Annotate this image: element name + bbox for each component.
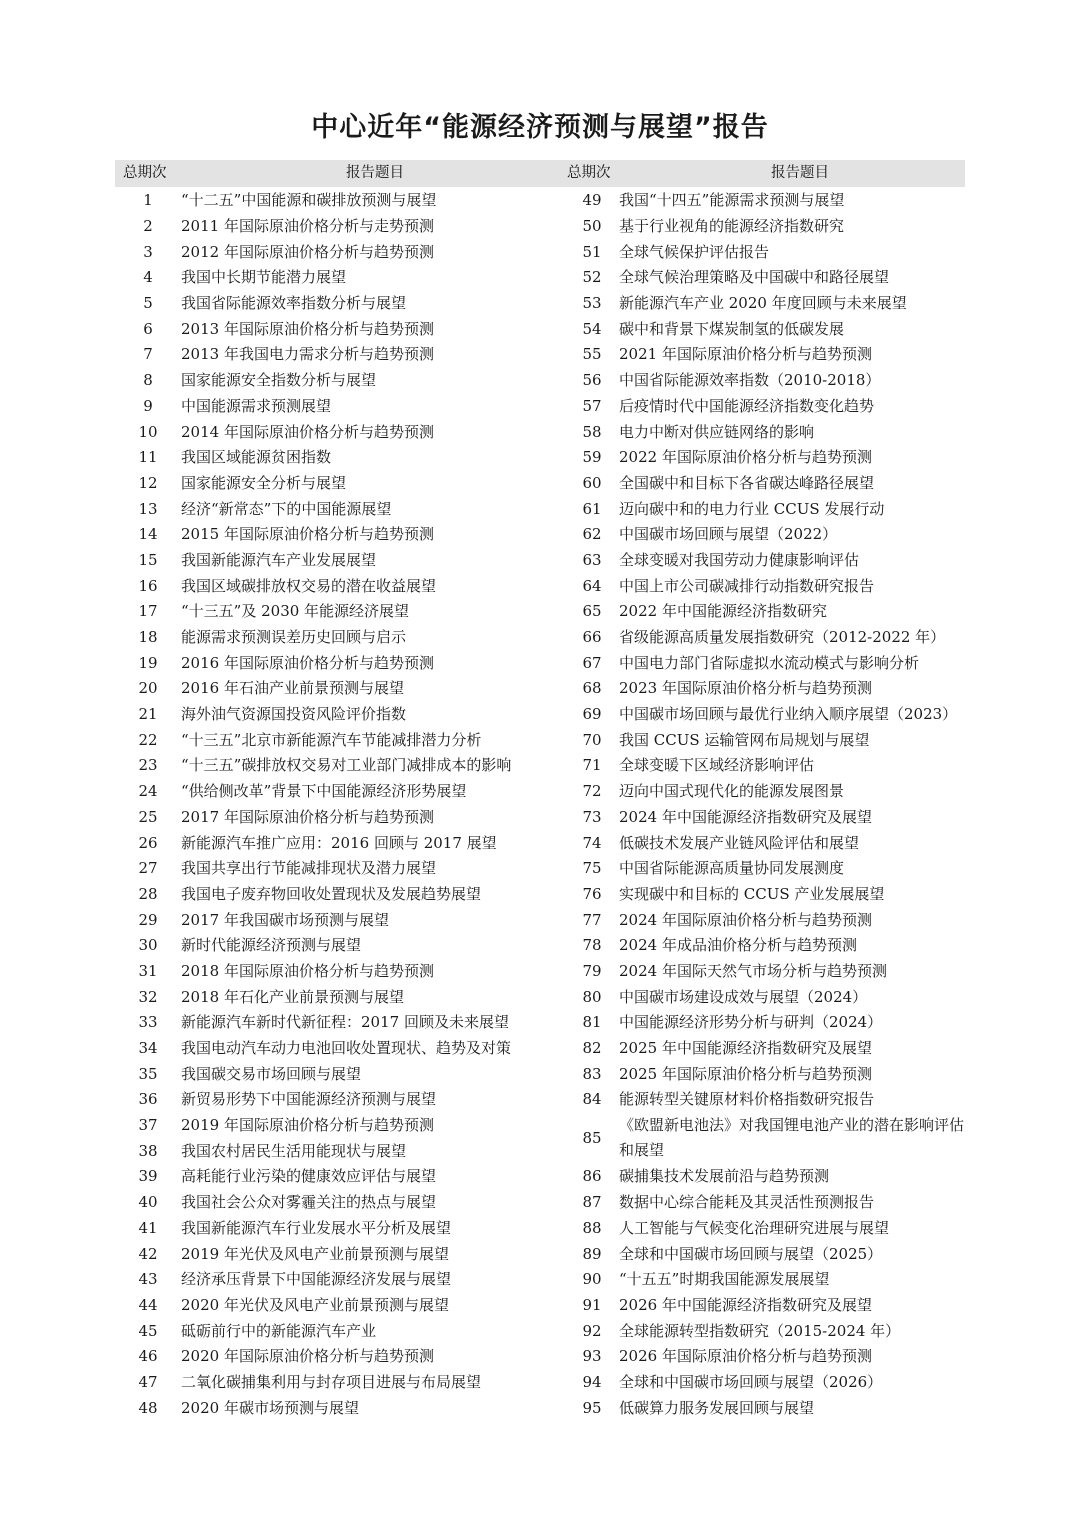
report-title: 我国中长期节能潜力展望 bbox=[181, 268, 347, 287]
issue-number: 93 bbox=[582, 1347, 602, 1366]
table-row bbox=[115, 1036, 565, 1062]
report-title: 2021 年国际原油价格分析与趋势预测 bbox=[619, 345, 872, 364]
report-title: 2016 年国际原油价格分析与趋势预测 bbox=[181, 653, 434, 672]
issue-number: 28 bbox=[138, 884, 158, 903]
table-row bbox=[565, 522, 975, 548]
report-title: 全球和中国碳市场回顾与展望（2025） bbox=[619, 1244, 883, 1263]
issue-number: 38 bbox=[138, 1141, 158, 1160]
report-title: 2019 年国际原油价格分析与趋势预测 bbox=[181, 1116, 434, 1135]
report-title: “十二五”中国能源和碳排放预测与展望 bbox=[181, 191, 437, 210]
report-title: 后疫情时代中国能源经济指数变化趋势 bbox=[619, 396, 875, 415]
issue-number: 29 bbox=[138, 910, 158, 929]
report-title: 中国碳市场回顾与展望（2022） bbox=[619, 525, 838, 544]
issue-number: 49 bbox=[582, 191, 602, 210]
report-title: 全球气候保护评估报告 bbox=[619, 242, 770, 261]
report-title: “十五五”时期我国能源发展展望 bbox=[619, 1270, 830, 1289]
table-row bbox=[565, 753, 975, 779]
report-title: 我国新能源汽车产业发展展望 bbox=[181, 550, 377, 569]
table-row bbox=[565, 291, 975, 317]
table-row bbox=[565, 1241, 975, 1267]
report-title: 2013 年国际原油价格分析与趋势预测 bbox=[181, 319, 434, 338]
column-header-report-title: 报告题目 bbox=[771, 165, 829, 181]
report-title: 能源转型关键原材料价格指数研究报告 bbox=[619, 1090, 875, 1109]
issue-number: 41 bbox=[138, 1218, 158, 1237]
table-row bbox=[115, 548, 565, 574]
issue-number: 31 bbox=[138, 961, 158, 980]
issue-number: 48 bbox=[138, 1398, 158, 1417]
issue-number: 35 bbox=[138, 1064, 158, 1083]
table-row bbox=[115, 496, 565, 522]
issue-number: 36 bbox=[138, 1090, 158, 1109]
issue-number: 83 bbox=[582, 1064, 602, 1083]
report-title: 中国能源需求预测展望 bbox=[181, 396, 332, 415]
table-row bbox=[115, 599, 565, 625]
table-row bbox=[565, 342, 975, 368]
issue-number: 66 bbox=[582, 628, 602, 647]
report-title: 中国碳市场回顾与最优行业纳入顺序展望（2023） bbox=[619, 705, 958, 724]
issue-number: 22 bbox=[138, 730, 158, 749]
table-row bbox=[115, 1267, 565, 1293]
table-row bbox=[115, 394, 565, 420]
table-row bbox=[115, 1395, 565, 1421]
report-title: 2011 年国际原油价格分析与走势预测 bbox=[181, 217, 434, 236]
issue-number: 6 bbox=[143, 319, 153, 338]
report-title: 全球变暖下区域经济影响评估 bbox=[619, 756, 815, 775]
issue-number: 68 bbox=[582, 679, 602, 698]
report-title: 省级能源高质量发展指数研究（2012-2022 年） bbox=[619, 628, 946, 647]
report-title: 迈向碳中和的电力行业 CCUS 发展行动 bbox=[619, 499, 885, 518]
table-row bbox=[565, 984, 975, 1010]
issue-number: 86 bbox=[582, 1167, 602, 1186]
report-title: 新贸易形势下中国能源经济预测与展望 bbox=[181, 1090, 437, 1109]
issue-number: 72 bbox=[582, 782, 602, 801]
issue-number: 46 bbox=[138, 1347, 158, 1366]
issue-number: 21 bbox=[138, 705, 158, 724]
table-row bbox=[565, 676, 975, 702]
table-row bbox=[565, 316, 975, 342]
issue-number: 33 bbox=[138, 1013, 158, 1032]
issue-number: 25 bbox=[138, 807, 158, 826]
report-title: 能源需求预测误差历史回顾与启示 bbox=[181, 628, 407, 647]
table-row bbox=[115, 727, 565, 753]
issue-number: 53 bbox=[582, 294, 602, 313]
report-title: 2018 年国际原油价格分析与趋势预测 bbox=[181, 961, 434, 980]
issue-number: 67 bbox=[582, 653, 602, 672]
table-row bbox=[115, 1370, 565, 1396]
issue-number: 3 bbox=[143, 242, 153, 261]
table-row bbox=[115, 882, 565, 908]
table-row bbox=[115, 471, 565, 497]
report-title: 2017 年国际原油价格分析与趋势预测 bbox=[181, 807, 434, 826]
issue-number: 44 bbox=[138, 1295, 158, 1314]
issue-number: 34 bbox=[138, 1039, 158, 1058]
table-row bbox=[565, 933, 975, 959]
issue-number: 61 bbox=[582, 499, 602, 518]
issue-number: 94 bbox=[582, 1372, 602, 1391]
issue-number: 15 bbox=[138, 550, 158, 569]
issue-number: 87 bbox=[582, 1193, 602, 1212]
table-row bbox=[115, 984, 565, 1010]
report-title: 我国省际能源效率指数分析与展望 bbox=[181, 294, 407, 313]
table-row bbox=[565, 650, 975, 676]
report-title: 中国省际能源高质量协同发展测度 bbox=[619, 859, 845, 878]
report-title: 高耗能行业污染的健康效应评估与展望 bbox=[181, 1167, 437, 1186]
report-title: 碳中和背景下煤炭制氢的低碳发展 bbox=[619, 319, 845, 338]
report-title: “十三五”碳排放权交易对工业部门减排成本的影响 bbox=[181, 756, 512, 775]
issue-number: 64 bbox=[582, 576, 602, 595]
report-title: “十三五”及 2030 年能源经济展望 bbox=[181, 602, 410, 621]
table-row bbox=[565, 959, 975, 985]
issue-number: 40 bbox=[138, 1193, 158, 1212]
report-title: 我国区域碳排放权交易的潜在收益展望 bbox=[181, 576, 437, 595]
column-header-issue-number: 总期次 bbox=[567, 165, 611, 181]
issue-number: 55 bbox=[582, 345, 602, 364]
table-row bbox=[565, 882, 975, 908]
report-title: 中国碳市场建设成效与展望（2024） bbox=[619, 987, 868, 1006]
issue-number: 78 bbox=[582, 936, 602, 955]
table-row bbox=[115, 265, 565, 291]
report-title: 碳捕集技术发展前沿与趋势预测 bbox=[619, 1167, 830, 1186]
report-title: 我国 CCUS 运输管网布局规划与展望 bbox=[619, 730, 870, 749]
table-row bbox=[565, 830, 975, 856]
table-row bbox=[115, 959, 565, 985]
table-row bbox=[565, 779, 975, 805]
issue-number: 60 bbox=[582, 473, 602, 492]
table-row bbox=[565, 1036, 975, 1062]
issue-number: 77 bbox=[582, 910, 602, 929]
table-row bbox=[115, 445, 565, 471]
report-title: “供给侧改革”背景下中国能源经济形势展望 bbox=[181, 782, 467, 801]
report-title: 2013 年我国电力需求分析与趋势预测 bbox=[181, 345, 434, 364]
table-row bbox=[115, 753, 565, 779]
report-title: 全球和中国碳市场回顾与展望（2026） bbox=[619, 1372, 883, 1391]
table-row bbox=[565, 727, 975, 753]
table-row bbox=[565, 1061, 975, 1087]
table-row bbox=[115, 1293, 565, 1319]
issue-number: 76 bbox=[582, 884, 602, 903]
issue-number: 50 bbox=[582, 217, 602, 236]
issue-number: 24 bbox=[138, 782, 158, 801]
report-title: 2022 年国际原油价格分析与趋势预测 bbox=[619, 448, 872, 467]
table-row bbox=[565, 419, 975, 445]
report-title: 2012 年国际原油价格分析与趋势预测 bbox=[181, 242, 434, 261]
issue-number: 92 bbox=[582, 1321, 602, 1340]
table-row bbox=[565, 856, 975, 882]
table-row bbox=[565, 625, 975, 651]
issue-number: 42 bbox=[138, 1244, 158, 1263]
report-title: 新能源汽车新时代新征程：2017 回顾及未来展望 bbox=[181, 1013, 509, 1032]
table-row bbox=[565, 1010, 975, 1036]
issue-number: 54 bbox=[582, 319, 602, 338]
issue-number: 59 bbox=[582, 448, 602, 467]
table-row bbox=[565, 548, 975, 574]
issue-number: 51 bbox=[582, 242, 602, 261]
report-title: 2026 年中国能源经济指数研究及展望 bbox=[619, 1295, 872, 1314]
table-row bbox=[115, 1318, 565, 1344]
report-title: 2015 年国际原油价格分析与趋势预测 bbox=[181, 525, 434, 544]
report-title: 我国社会公众对雾霾关注的热点与展望 bbox=[181, 1193, 437, 1212]
table-row bbox=[115, 650, 565, 676]
issue-number: 17 bbox=[138, 602, 158, 621]
issue-number: 16 bbox=[138, 576, 158, 595]
table-row bbox=[565, 394, 975, 420]
table-row bbox=[115, 1138, 565, 1164]
table-row bbox=[115, 1087, 565, 1113]
table-row bbox=[115, 368, 565, 394]
table-header bbox=[115, 160, 965, 187]
report-title: 中国能源经济形势分析与研判（2024） bbox=[619, 1013, 883, 1032]
issue-number: 45 bbox=[138, 1321, 158, 1340]
report-title: 全国碳中和目标下各省碳达峰路径展望 bbox=[619, 473, 875, 492]
issue-number: 84 bbox=[582, 1090, 602, 1109]
report-title: 海外油气资源国投资风险评价指数 bbox=[181, 705, 407, 724]
issue-number: 39 bbox=[138, 1167, 158, 1186]
report-title: 新时代能源经济预测与展望 bbox=[181, 936, 362, 955]
report-title: 国家能源安全指数分析与展望 bbox=[181, 371, 377, 390]
table-row bbox=[565, 573, 975, 599]
table-row bbox=[565, 1267, 975, 1293]
table-row bbox=[565, 1344, 975, 1370]
table-row bbox=[115, 702, 565, 728]
report-title: 2016 年石油产业前景预测与展望 bbox=[181, 679, 404, 698]
table-row bbox=[115, 1344, 565, 1370]
report-title: 2018 年石化产业前景预测与展望 bbox=[181, 987, 404, 1006]
table-row bbox=[115, 1010, 565, 1036]
report-title: 中国省际能源效率指数（2010-2018） bbox=[619, 371, 881, 390]
table-row bbox=[115, 856, 565, 882]
issue-number: 80 bbox=[582, 987, 602, 1006]
table-row bbox=[565, 1370, 975, 1396]
report-title: 2025 年中国能源经济指数研究及展望 bbox=[619, 1039, 872, 1058]
table-row bbox=[565, 1164, 975, 1190]
report-title: 全球气候治理策略及中国碳中和路径展望 bbox=[619, 268, 890, 287]
report-title: 我国区域能源贫困指数 bbox=[181, 448, 332, 467]
report-title: 数据中心综合能耗及其灵活性预测报告 bbox=[619, 1193, 875, 1212]
issue-number: 63 bbox=[582, 550, 602, 569]
report-title: 全球变暖对我国劳动力健康影响评估 bbox=[619, 550, 860, 569]
report-title: 2020 年光伏及风电产业前景预测与展望 bbox=[181, 1295, 449, 1314]
report-title: 2014 年国际原油价格分析与趋势预测 bbox=[181, 422, 434, 441]
issue-number: 58 bbox=[582, 422, 602, 441]
table-row bbox=[115, 522, 565, 548]
table-row bbox=[565, 471, 975, 497]
table-row bbox=[115, 291, 565, 317]
report-title: 砥砺前行中的新能源汽车产业 bbox=[181, 1321, 377, 1340]
table-row bbox=[115, 419, 565, 445]
table-row bbox=[115, 779, 565, 805]
report-title: 2017 年我国碳市场预测与展望 bbox=[181, 910, 389, 929]
column-header-report-title: 报告题目 bbox=[346, 165, 404, 181]
report-title: 新能源汽车推广应用：2016 回顾与 2017 展望 bbox=[181, 833, 497, 852]
table-row bbox=[115, 239, 565, 265]
report-title: 2025 年国际原油价格分析与趋势预测 bbox=[619, 1064, 872, 1083]
table-row bbox=[115, 1113, 565, 1139]
report-title: 我国电动汽车动力电池回收处置现状、趋势及对策 bbox=[181, 1039, 512, 1058]
issue-number: 71 bbox=[582, 756, 602, 775]
table-row bbox=[115, 342, 565, 368]
report-title: 新能源汽车产业 2020 年度回顾与未来展望 bbox=[619, 294, 907, 313]
report-title: 2026 年国际原油价格分析与趋势预测 bbox=[619, 1347, 872, 1366]
issue-number: 52 bbox=[582, 268, 602, 287]
report-title: 2019 年光伏及风电产业前景预测与展望 bbox=[181, 1244, 449, 1263]
table-row bbox=[115, 907, 565, 933]
report-title: 电力中断对供应链网络的影响 bbox=[619, 422, 815, 441]
issue-number: 27 bbox=[138, 859, 158, 878]
table-row bbox=[115, 1190, 565, 1216]
table-row bbox=[565, 1087, 975, 1113]
table-row bbox=[565, 1216, 975, 1242]
issue-number: 4 bbox=[143, 268, 153, 287]
table-row bbox=[565, 496, 975, 522]
issue-number: 47 bbox=[138, 1372, 158, 1391]
issue-number: 9 bbox=[143, 396, 153, 415]
issue-number: 5 bbox=[143, 294, 153, 313]
issue-number: 74 bbox=[582, 833, 602, 852]
issue-number: 89 bbox=[582, 1244, 602, 1263]
issue-number: 73 bbox=[582, 807, 602, 826]
issue-number: 82 bbox=[582, 1039, 602, 1058]
issue-number: 37 bbox=[138, 1116, 158, 1135]
report-title: 迈向中国式现代化的能源发展图景 bbox=[619, 782, 845, 801]
table-row bbox=[115, 573, 565, 599]
report-title: 二氧化碳捕集利用与封存项目进展与布局展望 bbox=[181, 1372, 482, 1391]
report-title: 人工智能与气候变化治理研究进展与展望 bbox=[619, 1218, 890, 1237]
report-title: 低碳算力服务发展回顾与展望 bbox=[619, 1398, 815, 1417]
report-title: 2024 年中国能源经济指数研究及展望 bbox=[619, 807, 872, 826]
issue-number: 12 bbox=[138, 473, 158, 492]
table-row bbox=[565, 1190, 975, 1216]
issue-number: 88 bbox=[582, 1218, 602, 1237]
issue-number: 43 bbox=[138, 1270, 158, 1289]
table-row bbox=[565, 1293, 975, 1319]
issue-number: 26 bbox=[138, 833, 158, 852]
issue-number: 79 bbox=[582, 961, 602, 980]
table-row bbox=[115, 316, 565, 342]
table-row bbox=[565, 239, 975, 265]
issue-number: 90 bbox=[582, 1270, 602, 1289]
report-title: 我国新能源汽车行业发展水平分析及展望 bbox=[181, 1218, 452, 1237]
report-list-right bbox=[565, 188, 975, 1421]
report-title: 经济承压背景下中国能源经济发展与展望 bbox=[181, 1270, 452, 1289]
table-row bbox=[565, 188, 975, 214]
table-row bbox=[565, 805, 975, 831]
table-row bbox=[565, 1318, 975, 1344]
table-row bbox=[115, 1216, 565, 1242]
report-title: 我国共享出行节能减排现状及潜力展望 bbox=[181, 859, 437, 878]
issue-number: 1 bbox=[143, 191, 153, 210]
table-row bbox=[115, 1164, 565, 1190]
page-title: 中心近年“能源经济预测与展望”报告 bbox=[311, 112, 769, 143]
report-title: 2024 年成品油价格分析与趋势预测 bbox=[619, 936, 857, 955]
issue-number: 11 bbox=[138, 448, 158, 467]
issue-number: 85 bbox=[582, 1128, 602, 1147]
table-row bbox=[565, 1113, 975, 1164]
issue-number: 14 bbox=[138, 525, 158, 544]
issue-number: 62 bbox=[582, 525, 602, 544]
report-title: 2023 年国际原油价格分析与趋势预测 bbox=[619, 679, 872, 698]
table-row bbox=[115, 214, 565, 240]
issue-number: 75 bbox=[582, 859, 602, 878]
report-title: 《欧盟新电池法》对我国锂电池产业的潜在影响评估和展望 bbox=[619, 1116, 965, 1160]
table-row bbox=[565, 214, 975, 240]
table-row bbox=[565, 599, 975, 625]
report-title: 低碳技术发展产业链风险评估和展望 bbox=[619, 833, 860, 852]
report-title: 我国碳交易市场回顾与展望 bbox=[181, 1064, 362, 1083]
report-title: 2020 年碳市场预测与展望 bbox=[181, 1398, 359, 1417]
column-header-issue-number: 总期次 bbox=[123, 165, 167, 181]
report-title: “十三五”北京市新能源汽车节能减排潜力分析 bbox=[181, 730, 482, 749]
report-title: 基于行业视角的能源经济指数研究 bbox=[619, 217, 845, 236]
issue-number: 81 bbox=[582, 1013, 602, 1032]
report-title: 中国电力部门省际虚拟水流动模式与影响分析 bbox=[619, 653, 920, 672]
issue-number: 10 bbox=[138, 422, 158, 441]
report-title: 中国上市公司碳减排行动指数研究报告 bbox=[619, 576, 875, 595]
table-row bbox=[115, 188, 565, 214]
report-title: 全球能源转型指数研究（2015-2024 年） bbox=[619, 1321, 901, 1340]
table-row bbox=[565, 702, 975, 728]
issue-number: 30 bbox=[138, 936, 158, 955]
report-title: 我国电子废弃物回收处置现状及发展趋势展望 bbox=[181, 884, 482, 903]
issue-number: 2 bbox=[143, 217, 153, 236]
report-title: 2024 年国际天然气市场分析与趋势预测 bbox=[619, 961, 887, 980]
issue-number: 56 bbox=[582, 371, 602, 390]
report-list-left bbox=[115, 188, 565, 1421]
issue-number: 13 bbox=[138, 499, 158, 518]
table-row bbox=[115, 933, 565, 959]
report-title: 2024 年国际原油价格分析与趋势预测 bbox=[619, 910, 872, 929]
issue-number: 70 bbox=[582, 730, 602, 749]
issue-number: 65 bbox=[582, 602, 602, 621]
table-row bbox=[115, 805, 565, 831]
issue-number: 69 bbox=[582, 705, 602, 724]
issue-number: 20 bbox=[138, 679, 158, 698]
issue-number: 32 bbox=[138, 987, 158, 1006]
table-row bbox=[115, 830, 565, 856]
report-title: 我国农村居民生活用能现状与展望 bbox=[181, 1141, 407, 1160]
issue-number: 18 bbox=[138, 628, 158, 647]
table-row bbox=[565, 907, 975, 933]
report-title: 我国“十四五”能源需求预测与展望 bbox=[619, 191, 845, 210]
report-title: 经济“新常态”下的中国能源展望 bbox=[181, 499, 392, 518]
table-row bbox=[565, 368, 975, 394]
issue-number: 8 bbox=[143, 371, 153, 390]
table-row bbox=[565, 445, 975, 471]
table-row bbox=[115, 1061, 565, 1087]
table-row bbox=[115, 676, 565, 702]
issue-number: 19 bbox=[138, 653, 158, 672]
table-row bbox=[565, 265, 975, 291]
table-row bbox=[565, 1395, 975, 1421]
table-row bbox=[115, 625, 565, 651]
table-row bbox=[115, 1241, 565, 1267]
issue-number: 95 bbox=[582, 1398, 602, 1417]
report-title: 2022 年中国能源经济指数研究 bbox=[619, 602, 827, 621]
issue-number: 23 bbox=[138, 756, 158, 775]
issue-number: 57 bbox=[582, 396, 602, 415]
report-title: 实现碳中和目标的 CCUS 产业发展展望 bbox=[619, 884, 885, 903]
issue-number: 91 bbox=[582, 1295, 602, 1314]
report-title: 国家能源安全分析与展望 bbox=[181, 473, 347, 492]
report-title: 2020 年国际原油价格分析与趋势预测 bbox=[181, 1347, 434, 1366]
issue-number: 7 bbox=[143, 345, 153, 364]
